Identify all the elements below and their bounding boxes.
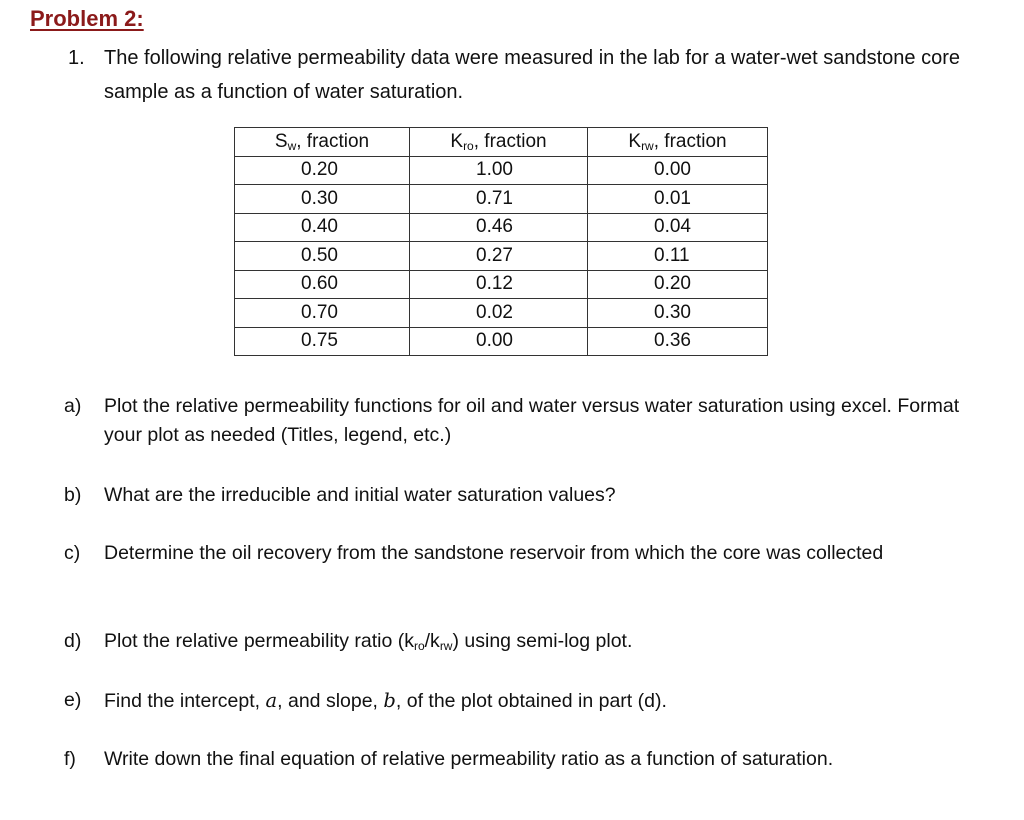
table-row (235, 156, 768, 185)
part-text: Plot the relative permeability ratio $(k_{ro}/k_{rw})$ using semi-log plot. (104, 630, 633, 653)
problem-heading: Problem 2: (30, 6, 144, 31)
permeability-table (234, 127, 768, 356)
cell-krw: 0.04 (588, 213, 768, 242)
cell-sw: 0.70 (235, 299, 410, 328)
part-text: Write down the final equation of relative permeability ratio as a function of saturation. (104, 748, 834, 770)
cell-krw: 0.00 (588, 156, 768, 185)
header-krw: $K_{rw}$, fraction (588, 128, 768, 157)
cell-kro: 0.46 (410, 213, 588, 242)
variable-a: a (265, 689, 278, 712)
cell-kro: 0.27 (410, 242, 588, 271)
part-label: a) (64, 395, 82, 417)
table-row (235, 327, 768, 356)
cell-sw: 0.50 (235, 242, 410, 271)
cell-krw: 0.11 (588, 242, 768, 271)
part-text: What are the irreducible and initial water saturation values? (104, 484, 616, 506)
cell-krw: 0.20 (588, 270, 768, 299)
header-kro: $K_{ro}$, fraction (410, 128, 588, 157)
cell-sw: 0.30 (235, 185, 410, 214)
cell-kro: 0.12 (410, 270, 588, 299)
cell-kro: 0.71 (410, 185, 588, 214)
cell-krw: 0.01 (588, 185, 768, 214)
table-header-row (235, 128, 768, 157)
part-label: c) (64, 542, 81, 564)
part-label: e) (64, 689, 82, 711)
part-label: b) (64, 484, 82, 506)
question-text: The following relative permeability data were measured in the lab for a water-wet sandstone core sample as a function of water saturation. (104, 47, 960, 103)
cell-kro: 1.00 (410, 156, 588, 185)
cell-kro: 0.02 (410, 299, 588, 328)
cell-krw: 0.36 (588, 327, 768, 356)
cell-krw: 0.30 (588, 299, 768, 328)
cell-sw: 0.40 (235, 213, 410, 242)
variable-b: b (383, 689, 396, 712)
part-label: d) (64, 630, 82, 652)
table-row (235, 185, 768, 214)
table-row (235, 213, 768, 242)
part-text: Find the intercept, a, and slope, b, of the plot obtained in part (d). (104, 689, 667, 712)
cell-sw: 0.60 (235, 270, 410, 299)
part-text: Plot the relative permeability functions for oil and water versus water saturation using excel. Format your plot as needed (Titles, legend, etc.) (104, 395, 960, 446)
table-row (235, 299, 768, 328)
part-label: f) (64, 748, 76, 770)
header-sw: $S_w$, fraction (235, 128, 410, 157)
table-row (235, 242, 768, 271)
table-row (235, 270, 768, 299)
question-number: 1. (68, 47, 85, 69)
cell-sw: 0.75 (235, 327, 410, 356)
cell-sw: 0.20 (235, 156, 410, 185)
part-text: Determine the oil recovery from the sandstone reservoir from which the core was collected (104, 542, 884, 564)
cell-kro: 0.00 (410, 327, 588, 356)
